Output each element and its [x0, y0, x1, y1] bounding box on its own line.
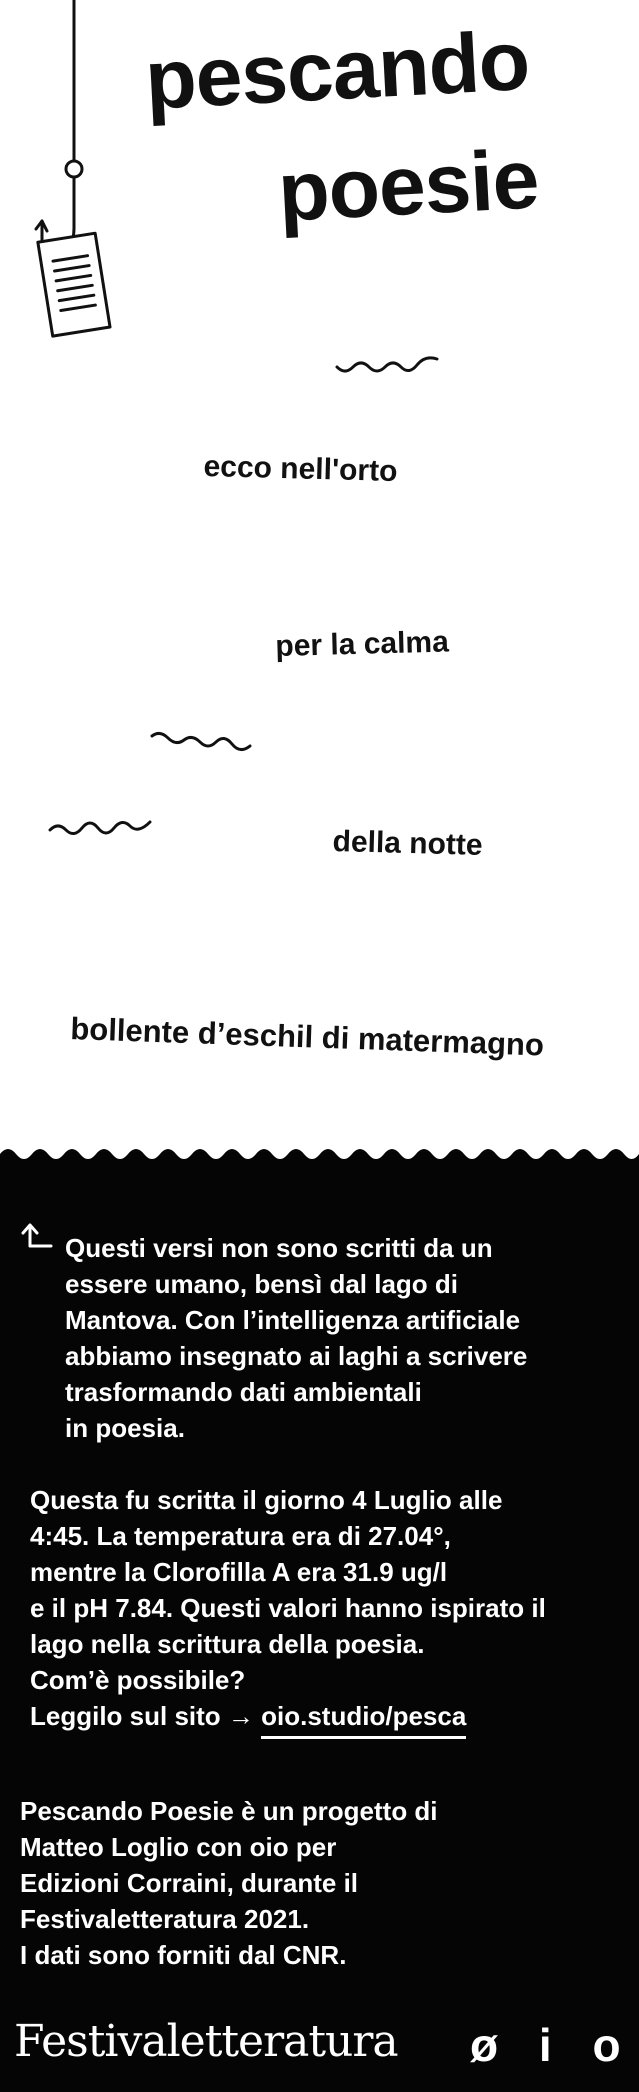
- read-more-line: [30, 1698, 546, 1739]
- wave-squiggle-2: [150, 730, 254, 754]
- poem-verse-2: per la calma: [274, 625, 450, 663]
- title-line-2: poesie: [275, 131, 541, 239]
- arrow-up-left-icon: [20, 1220, 54, 1254]
- info-paragraph-1-line: in poesia.: [65, 1413, 185, 1443]
- read-more-prefix: Leggilo sul sito →: [30, 1701, 254, 1731]
- poem-verse-1: ecco nell'orto: [203, 450, 398, 489]
- read-more-link[interactable]: oio.studio/pesca: [261, 1698, 466, 1739]
- info-paragraph-1-line: Questi versi non sono scritti da un: [65, 1233, 493, 1263]
- wave-squiggle-1: [335, 355, 441, 377]
- info-paragraph-1-line: trasformando dati ambientali: [65, 1377, 422, 1407]
- poem-verse-3: della notte: [332, 825, 484, 862]
- info-paragraph-2-line: lago nella scrittura della poesia.: [30, 1629, 425, 1659]
- info-paragraph-1: [65, 1230, 527, 1446]
- info-paragraph-2-line: e il pH 7.84. Questi valori hanno ispirato il: [30, 1593, 546, 1623]
- info-paragraph-2: [30, 1482, 546, 1739]
- info-paragraph-3-line: Matteo Loglio con oio per: [20, 1832, 337, 1862]
- info-paragraph-3-line: Pescando Poesie è un progetto di: [20, 1796, 438, 1826]
- wave-squiggle-3: [48, 818, 154, 838]
- poem-verse-4: bollente d’eschil di matermagno: [69, 1011, 545, 1063]
- info-paragraph-2-line: Questa fu scritta il giorno 4 Luglio alle: [30, 1485, 503, 1515]
- festivaletteratura-logo[interactable]: Festivaletteratura: [14, 2016, 398, 2067]
- info-paragraph-2-line: mentre la Clorofilla A era 31.9 ug/l: [30, 1557, 448, 1587]
- info-paragraph-1-line: abbiamo insegnato ai laghi a scrivere: [65, 1341, 528, 1371]
- info-paragraph-3-line: I dati sono forniti dal CNR.: [20, 1940, 347, 1970]
- info-paragraph-1-line: Mantova. Con l’intelligenza artificiale: [65, 1305, 521, 1335]
- info-paragraph-3-line: Festivaletteratura 2021.: [20, 1904, 310, 1934]
- info-paragraph-1-line: essere umano, bensì dal lago di: [65, 1269, 459, 1299]
- info-paragraph-2-line: Com’è possibile?: [30, 1665, 246, 1695]
- fishing-hook-illustration: [0, 0, 130, 345]
- title-line-1: pescando: [142, 12, 532, 127]
- info-paragraph-3: [20, 1793, 438, 1973]
- info-paragraph-2-line: 4:45. La temperatura era di 27.04°,: [30, 1521, 451, 1551]
- oio-logo[interactable]: ø i o: [470, 2019, 635, 2071]
- info-paragraph-3-line: Edizioni Corraini, durante il: [20, 1868, 359, 1898]
